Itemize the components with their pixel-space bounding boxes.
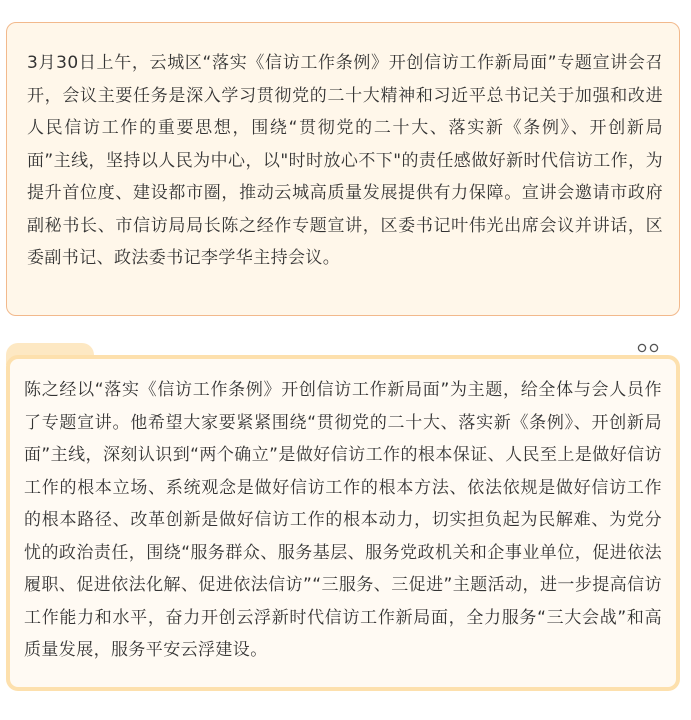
double-circle-icon (636, 342, 662, 354)
intro-paragraph: 3月30日上午，云城区“落实《信访工作条例》开创信访工作新局面”专题宣讲会召开，会议主要任务是深入学习贯彻党的二十大精神和习近平总书记关于加强和改进人民信访工作的重要思想，围绕“贯彻党的二十大、落实新《条例》、开创新局面”主线，坚持以人民为中心，以"时时放心不下"的责任感做好新时代信访工作，为提升首位度、建设都市圈，推动云城高质量发展提供有力保障。宣讲会邀请市政府副秘书长、市信访局局长陈之经作专题宣讲，区委书记叶伟光出席会议并讲话，区委副书记、政法委书记李学华主持会议。 (27, 53, 663, 268)
intro-text-card (6, 22, 680, 316)
speech-paragraph: 陈之经以“落实《信访工作条例》开创信访工作新局面”为主题，给全体与会人员作了专题宣讲。他希望大家要紧紧围绕“贯彻党的二十大、落实新《条例》、开创新局面”主线，深刻认识到“两个确立”是做好信访工作的根本保证、人民至上是做好信访工作的根本立场、系统观念是做好信访工作的根本方法、依法依规是做好信访工作的根本路径、改革创新是做好信访工作的根本动力，切实担负起为民解难、为党分忧的政治责任，围绕“服务群众、服务基层、服务党政机关和企事业单位，促进依法履职、促进依法化解、促进依法信访”“三服务、三促进”主题活动，进一步提高信访工作能力和水平，奋力开创云浮新时代信访工作新局面，全力服务“三大会战”和高质量发展，服务平安云浮建设。 (24, 380, 662, 660)
speech-text-card (6, 355, 680, 691)
